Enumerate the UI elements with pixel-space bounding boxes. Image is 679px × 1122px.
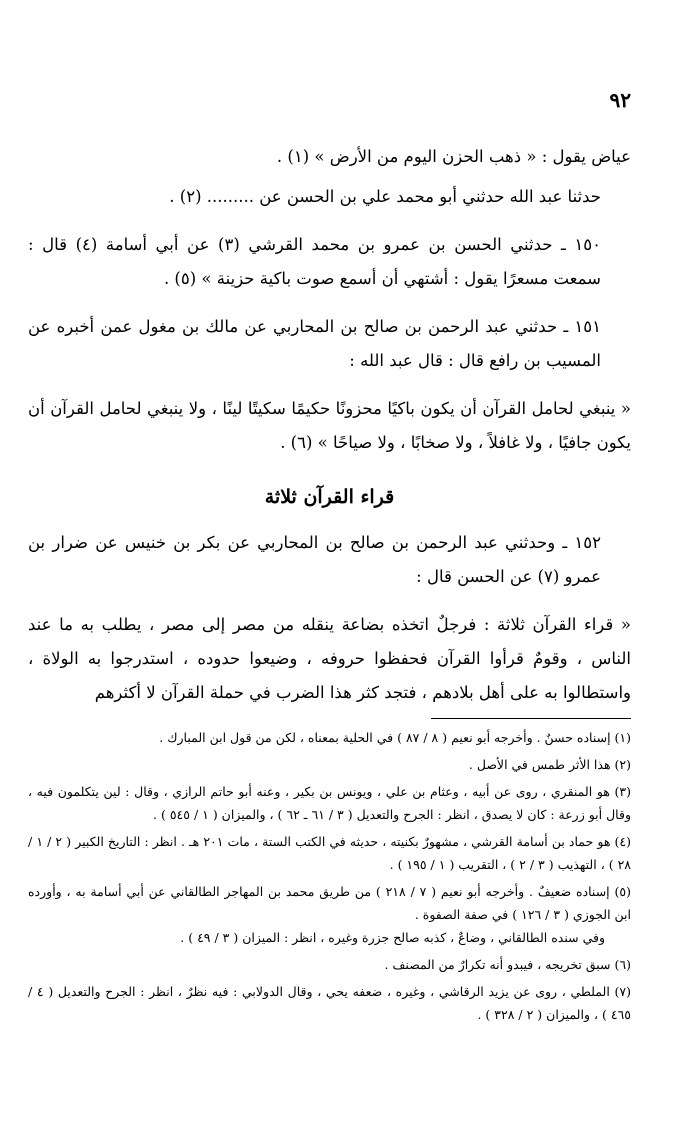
paragraph-151-quote: « ينبغي لحامل القرآن أن يكون باكيًا محزونًا حكيمًا سكيتًا لينًا ، ولا ينبغي لحامل القرآن أن يكون جافيًا ، ولا غافلاً ، ولا صخابًا ، ولا صياحًا » (٦) . bbox=[28, 399, 631, 452]
footnote-3: (٣) هو المنقري ، روى عن أبيه ، وعثام بن علي ، ويونس بن بكير ، وعنه أبو حاتم الرازي ، وقال : لين يتكلمون فيه ، وقال أبو زرعة : كان لا يصدق ، انظر : الجرح والتعديل ( ٣ / ٦١ ـ ٦٢ ) ، والميزان ( ١ / ٥٤٥ ) . bbox=[28, 784, 631, 822]
section-heading: قراء القرآن ثلاثة bbox=[264, 486, 395, 508]
footnote-divider bbox=[431, 718, 631, 719]
main-text bbox=[28, 140, 631, 710]
paragraph-152: ١٥٢ ـ وحدثني عبد الرحمن بن صالح بن المحاربي عن بكر بن خنيس عن ضرار بن عمرو (٧) عن الحسن قال : bbox=[28, 533, 601, 586]
paragraph-151: ١٥١ ـ حدثني عبد الرحمن بن صالح بن المحاربي عن مالك بن مغول عمن أخبره عن المسيب بن رافع قال : قال عبد الله : bbox=[28, 317, 601, 370]
footnote-6: (٦) سبق تخريجه ، فيبدو أنه تكرارٌ من المصنف . bbox=[384, 957, 631, 972]
footnotes bbox=[28, 726, 631, 1026]
paragraph-isnad-abdullah: حدثنا عبد الله حدثني أبو محمد علي بن الحسن عن ......... (٢) . bbox=[169, 187, 601, 206]
footnote-1: (١) إسناده حسنٌ . وأخرجه أبو نعيم ( ٨ / ٨٧ ) في الحلية بمعناه ، لكن من قول ابن المبارك . bbox=[159, 730, 631, 745]
footnote-2: (٢) هذا الأثر طمس في الأصل . bbox=[468, 757, 631, 772]
footnote-7: (٧) الملطي ، روى عن يزيد الرقاشي ، وغيره ، ضعفه يحي ، وقال الدولابي : فيه نظرٌ ، انظر : الجرح والتعديل ( ٤ / ٤٦٥ ) ، والميزان ( ٢ / ٣٢٨ ) . bbox=[28, 984, 631, 1022]
footnote-5-continued: وفي سنده الطالقاني ، وضاعٌ ، كذبه صالح جزرة وغيره ، انظر : الميزان ( ٣ / ٤٩ ) . bbox=[180, 930, 605, 945]
footnote-4: (٤) هو حماد بن أسامة القرشي ، مشهورٌ بكنيته ، حديثه في الكتب الستة ، مات ٢٠١ هـ . انظر : التاريخ الكبير ( ٢ / ١ / ٢٨ ) ، التهذيب ( ٣ / ٢ ) ، التقريب ( ١ / ١٩٥ ) . bbox=[28, 834, 631, 872]
paragraph-152-quote: « قراء القرآن ثلاثة : فرجلٌ اتخذه بضاعة ينقله من مصر إلى مصر ، يطلب به ما عند الناس ، وقومٌ قرأوا القرآن فحفظوا حروفه ، وضيعوا حدوده ، استدرجوا به الولاة ، واستطالوا به على أهل بلادهم ، فتجد كثر هذا الضرب في حملة القرآن لا أكثرهم bbox=[28, 615, 631, 702]
paragraph-ayyad: عياض يقول : « ذهب الحزن اليوم من الأرض » (١) . bbox=[276, 147, 631, 166]
footnote-5: (٥) إسناده ضعيفٌ . وأخرجه أبو نعيم ( ٧ / ٢١٨ ) من طريق محمد بن المهاجر الطالقاني عن أبي أسامة به ، وأورده ابن الجوزي ( ٣ / ١٢٦ ) في صفة الصفوة . bbox=[28, 884, 631, 922]
page-number: ٩٢ bbox=[609, 88, 631, 112]
paragraph-150: ١٥٠ ـ حدثني الحسن بن عمرو بن محمد القرشي (٣) عن أبي أسامة (٤) قال : سمعت مسعرًا يقول : أشتهي أن أسمع صوت باكية حزينة » (٥) . bbox=[28, 235, 602, 288]
